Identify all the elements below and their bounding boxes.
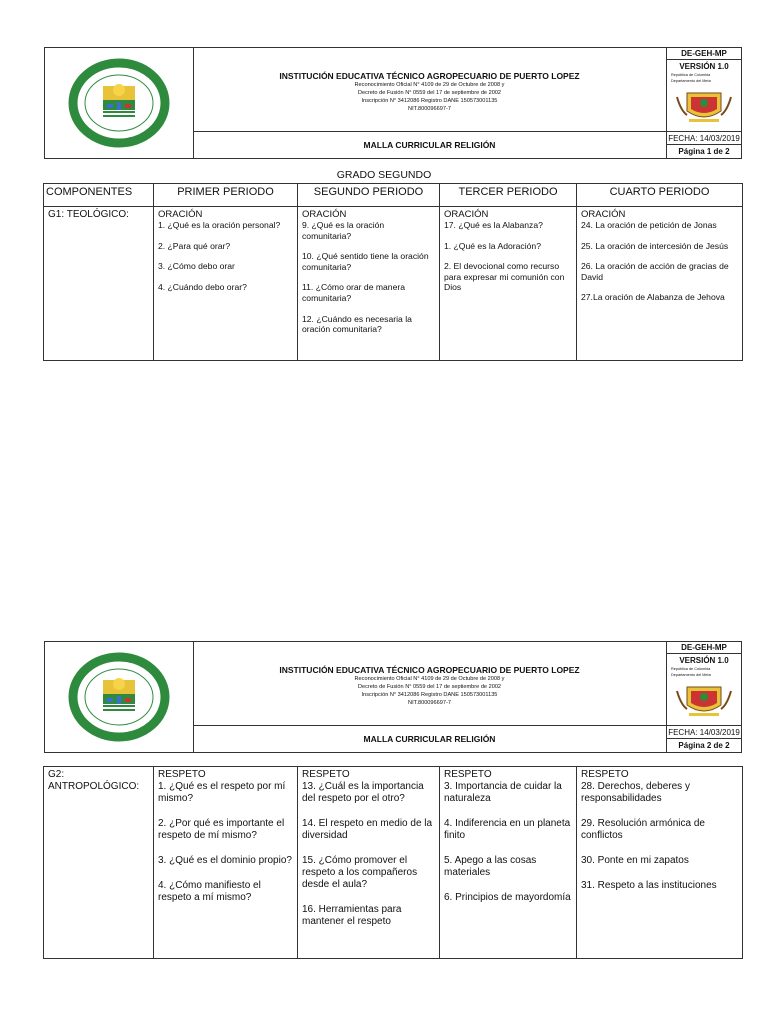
column-header: PRIMER PERIODO [154,184,298,207]
cell-title: ORACIÓN [444,209,489,220]
table-row [44,207,743,361]
school-seal-logo [45,48,193,158]
republic-line: República de Colombia [671,73,711,77]
subject-title: MALLA CURRICULAR RELIGIÓN [193,132,667,158]
list-item: 3. ¿Cómo debo orar [158,261,235,272]
period-cell [298,207,440,361]
list-item: 12. ¿Cuándo es necesaria la oración comunitaria? [302,313,412,335]
list-item: 17. ¿Qué es la Alabanza? [444,220,543,230]
component-label: G2: ANTROPOLÓGICO: [48,769,140,792]
document-control-cell [667,642,741,752]
list-item: 6. Principios de mayordomía [444,892,571,903]
table-row [44,767,743,959]
cell-title: ORACIÓN [302,209,347,220]
component-cell [44,207,154,361]
list-item: 4. Indiferencia en un planeta finito [444,818,571,841]
document-code: DE-GEH-MP [667,642,741,654]
period-cell [154,767,298,959]
component-cell [44,767,154,959]
institution-name: INSTITUCIÓN EDUCATIVA TÉCNICO AGROPECUARIO DE PUERTO LOPEZ [279,665,580,675]
list-item: 26. La oración de acción de gracias de David [581,261,729,282]
list-item: 4. ¿Cuándo debo orar? [158,281,247,292]
list-item: 24. La oración de petición de Jonas [581,220,717,230]
period-cell [577,767,743,959]
document-code: DE-GEH-MP [667,48,741,60]
institution-line: Decreto de Fusión N° 0559 del 17 de septiembre de 2002 [357,90,502,96]
curriculum-table-page-1 [43,183,743,361]
version-label: VERSIÓN 1.0 [679,62,729,71]
list-item: 11. ¿Cómo orar de manera comunitaria? [302,282,406,303]
grade-title: GRADO SEGUNDO [336,169,432,181]
list-item: 13. ¿Cuál es la importancia del respeto por el otro? [302,781,424,804]
cell-title: RESPETO [302,769,350,780]
logo-cell [45,48,194,158]
institution-line: NIT.800096697-7 [408,106,451,112]
institution-block [193,642,667,726]
period-cell [298,767,440,959]
institution-line: Decreto de Fusión N° 0559 del 17 de septiembre de 2002 [357,684,502,690]
period-cell [440,767,577,959]
cell-title: RESPETO [158,769,206,780]
subject-title: MALLA CURRICULAR RELIGIÓN [193,726,667,752]
column-header: TERCER PERIODO [440,184,577,207]
institution-name: INSTITUCIÓN EDUCATIVA TÉCNICO AGROPECUARIO DE PUERTO LOPEZ [279,71,580,81]
list-item: 2. ¿Por qué es importante el respeto de mí mismo? [158,818,285,841]
period-cell [154,207,298,361]
date-label: FECHA: 14/03/2019 [668,134,740,143]
list-item: 3. Importancia de cuidar la naturaleza [444,781,562,804]
institution-line: NIT.800096697-7 [408,700,451,706]
list-item: 2. ¿Para qué orar? [158,240,231,251]
document-control-cell [667,48,741,158]
institution-line: Inscripción N° 3412086 Registro DANE 150573001135 [361,98,498,104]
list-item: 1. ¿Qué es la oración personal? [158,220,281,230]
list-item: 9. ¿Qué es la oración comunitaria? [302,220,385,241]
cell-title: ORACIÓN [581,209,626,220]
republic-line: República de Colombia [671,667,711,671]
version-label: VERSIÓN 1.0 [679,656,729,665]
list-item: 14. El respeto en medio de la diversidad [302,818,433,841]
document-header-page-2 [44,641,742,753]
list-item: 28. Derechos, deberes y responsabilidades [581,781,690,804]
list-item: 5. Apego a las cosas materiales [444,855,537,878]
institution-line: Reconocimiento Oficial N° 4109 de 29 de Octubre de 2008 y [354,676,505,682]
version-cell [667,654,741,726]
institution-line: Reconocimiento Oficial N° 4109 de 29 de Octubre de 2008 y [354,82,505,88]
version-cell [667,60,741,132]
document-header-page-1 [44,47,742,159]
list-item: 29. Resolución armónica de conflictos [581,818,705,841]
list-item: 4. ¿Cómo manifiesto el respeto a mí mismo? [158,880,261,903]
curriculum-table-page-2 [43,766,743,959]
column-header: SEGUNDO PERIODO [298,184,440,207]
list-item: 10. ¿Qué sentido tiene la oración comunitaria? [302,251,429,272]
republic-line: Departamento del Meta [671,78,711,83]
list-item: 30. Ponte en mi zapatos [581,855,689,866]
list-item: 27.La oración de Alabanza de Jehova [581,292,725,303]
list-item: 16. Herramientas para mantener el respeto [302,904,402,927]
list-item: 1. ¿Qué es la Adoración? [444,240,541,251]
list-item: 31. Respeto a las instituciones [581,880,717,891]
cell-title: RESPETO [581,769,629,780]
list-item: 25. La oración de intercesión de Jesús [581,240,729,251]
column-header: COMPONENTES [44,184,154,207]
list-item: 15. ¿Cómo promover el respeto a los compañeros desde el aula? [302,855,418,890]
institution-block [193,48,667,132]
table-header-row [44,184,743,207]
logo-cell [45,642,194,752]
department-coat-of-arms-icon [667,83,741,127]
department-coat-of-arms-icon [667,677,741,721]
date-label: FECHA: 14/03/2019 [668,728,740,737]
school-seal-logo [45,642,193,752]
list-item: 3. ¿Qué es el dominio propio? [158,855,292,866]
column-header: CUARTO PERIODO [577,184,743,207]
page-number: Página 2 de 2 [678,741,730,750]
list-item: 2. El devocional como recurso para expresar mi comunión con Dios [444,261,565,293]
republic-line: Departamento del Meta [671,672,711,677]
institution-line: Inscripción N° 3412086 Registro DANE 150573001135 [361,692,498,698]
period-cell [577,207,743,361]
page-number: Página 1 de 2 [678,147,730,156]
component-label: G1: TEOLÓGICO: [48,209,129,220]
cell-title: ORACIÓN [158,209,203,220]
period-cell [440,207,577,361]
list-item: 1. ¿Qué es el respeto por mí mismo? [158,781,286,804]
cell-title: RESPETO [444,769,492,780]
